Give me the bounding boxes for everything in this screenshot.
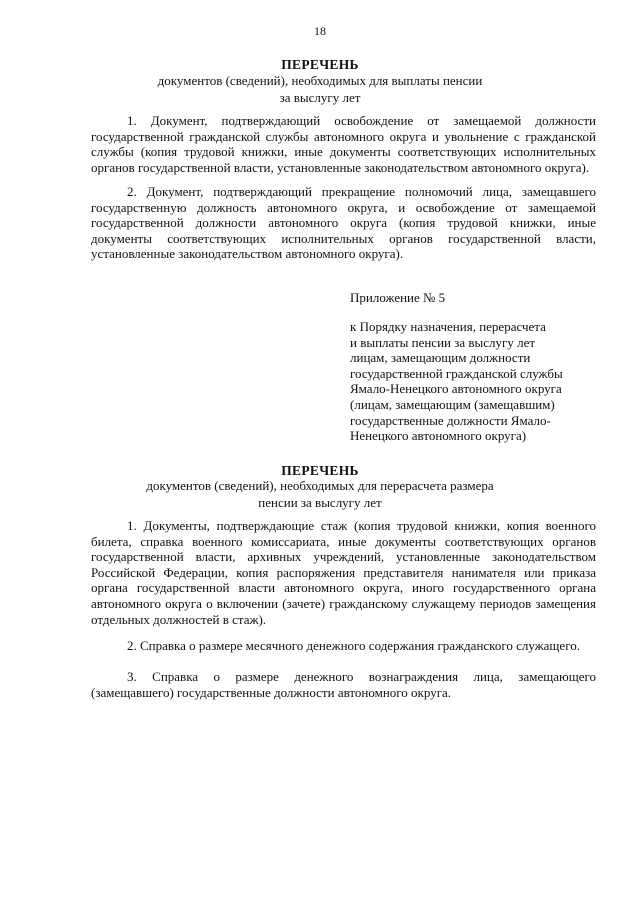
section1-subtitle-line1: документов (сведений), необходимых для выплаты пенсии <box>157 73 483 88</box>
appendix-line: государственные должности Ямало- <box>350 412 551 428</box>
appendix-line: Ненецкого автономного округа) <box>350 428 527 444</box>
appendix-description <box>350 319 600 444</box>
section1-subtitle <box>0 72 640 106</box>
section1-item-2: 2. Документ, подтверждающий прекращение полномочий лица, замещавшего государственную должность автономного округа, и освобождение от замещаемой государственной должности автономного округа (копия трудовой книжки, иные документы соответствующих исполнительных органов государственной власти, установленные законодательством автономного округа). <box>91 184 596 262</box>
section1-subtitle-line2: за выслугу лет <box>279 90 361 105</box>
page-number: 18 <box>314 24 326 38</box>
section1-item-1: 1. Документ, подтверждающий освобождение от замещаемой должности государственной гражданской службы автономного округа и увольнение с гражданской службы (копия трудовой книжки, иные документы соответствующих исполнительных органов государственной власти, установленные законодательством автономного округа). <box>91 113 596 175</box>
section2-title: ПЕРЕЧЕНЬ <box>281 463 359 478</box>
appendix-heading: Приложение № 5 <box>350 290 446 305</box>
section2-item-3: 3. Справка о размере денежного вознаграждения лица, замещающего (замещавшего) государственные должности автономного округа. <box>91 669 596 700</box>
appendix-line: (лицам, замещающим (замещавшим) <box>350 396 555 412</box>
appendix-line: и выплаты пенсии за выслугу лет <box>350 334 536 350</box>
section2-item-1: 1. Документы, подтверждающие стаж (копия трудовой книжки, копия военного билета, справка военного комиссариата, иные документы соответствующих органов государственной власти, архивных учреждений, установленные законодательством Российской Федерации, копия распоряжения представителя нанимателя или приказа органа государственной власти автономного округа, иного государственного органа автономного округа о включении (зачете) гражданскому служащему периодов замещения отдельных должностей в стаж). <box>91 518 596 627</box>
appendix-line: Ямало-Ненецкого автономного округа <box>350 381 562 397</box>
section2-subtitle-line1: документов (сведений), необходимых для перерасчета размера <box>146 478 494 493</box>
appendix-line: государственной гражданской службы <box>350 365 563 381</box>
appendix-line: к Порядку назначения, перерасчета <box>350 319 546 334</box>
section2-item-2: 2. Справка о размере месячного денежного содержания гражданского служащего. <box>127 638 580 653</box>
section2-subtitle-line2: пенсии за выслугу лет <box>258 495 382 510</box>
section1-title: ПЕРЕЧЕНЬ <box>281 57 359 72</box>
appendix-line: лицам, замещающим должности <box>350 350 531 366</box>
section2-subtitle <box>0 477 640 511</box>
